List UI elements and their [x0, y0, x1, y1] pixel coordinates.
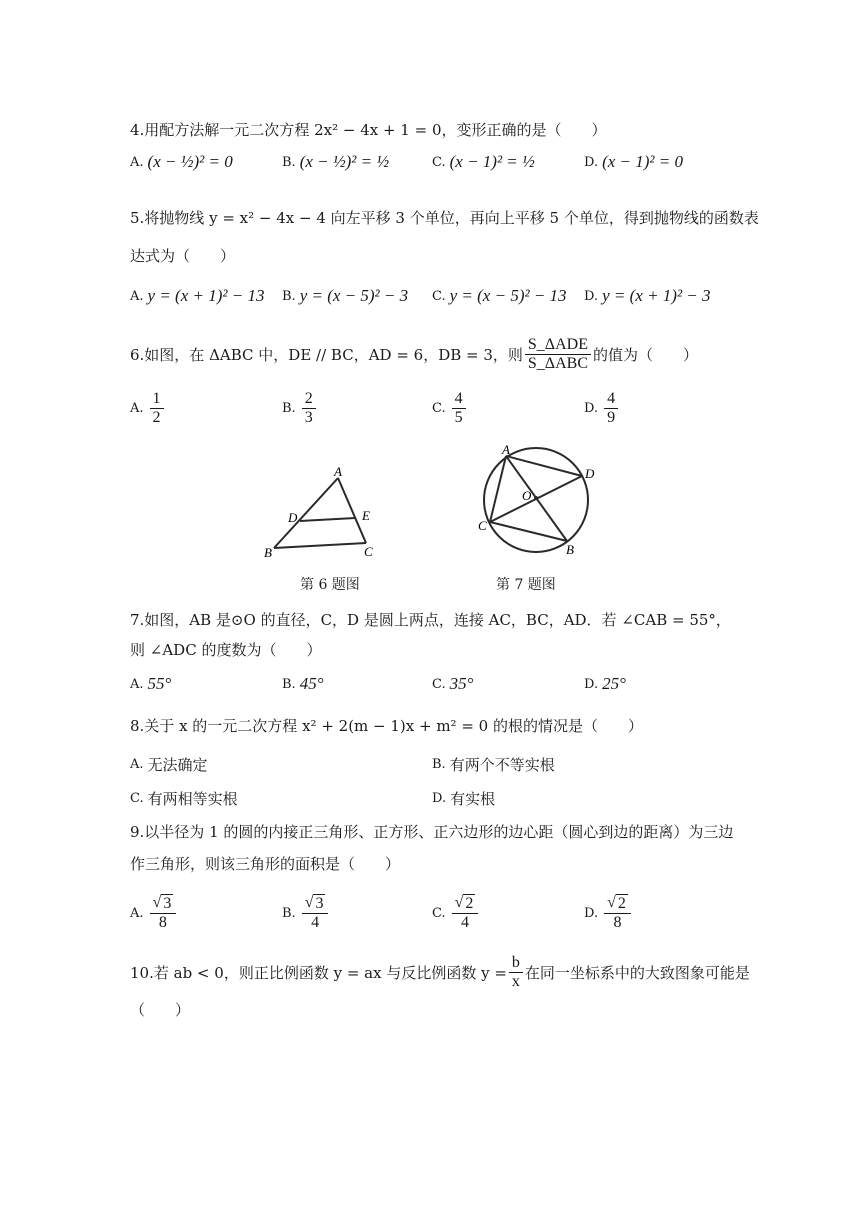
question-5-line-2: 达式为（ ） [130, 247, 236, 265]
fig7-label-a: A [502, 442, 510, 457]
q7-option-a[interactable]: A. 55° [130, 674, 172, 693]
q4-option-b[interactable]: B. (x − ½)² = ½ [282, 152, 390, 171]
q8-option-a[interactable]: A. 无法确定 [130, 756, 208, 774]
question-7-line-2: 则 ∠ADC 的度数为（ ） [130, 641, 322, 659]
figure-7-caption: 第 7 题图 [496, 577, 556, 593]
q9-option-a[interactable]: A. √ 3 8 [130, 894, 178, 932]
figure-7-circle [470, 440, 610, 560]
fig6-label-a: A [334, 464, 342, 479]
figure-6-triangle [262, 460, 392, 560]
question-10-line-2: （ ） [130, 1001, 191, 1019]
fig6-label-e: E [362, 508, 370, 523]
q9-option-b[interactable]: B. √ 3 4 [282, 894, 330, 932]
q6-option-b[interactable]: B. $\frac{2}{3}$ [282, 390, 318, 427]
q6-option-d[interactable]: D. $\frac{4}{9}$ [584, 390, 620, 427]
q8-option-c[interactable]: C. 有两相等实根 [130, 790, 238, 808]
question-9-line-2: 作三角形，则该三角形的面积是（ ） [130, 855, 401, 873]
question-9-line-1: 9.以半径为 1 的圆的内接正三角形、正方形、正六边形的边心距（圆心到边的距离）为三边 [130, 823, 734, 841]
q5-option-a[interactable]: A. y = (x + 1)² − 13 [130, 286, 265, 305]
q5-option-b[interactable]: B. y = (x − 5)² − 3 [282, 286, 409, 305]
question-7-line-1: 7.如图，AB 是⊙O 的直径，C，D 是圆上两点，连接 AC，BC，AD．若 ∠CAB = 55°， [130, 611, 731, 629]
q10-fraction: $\frac{b}{x}$ [509, 954, 523, 991]
q7-option-c[interactable]: C. 35° [432, 674, 474, 693]
question-8: 8.关于 x 的一元二次方程 x² + 2(m − 1)x + m² = 0 的根的情况是（ ） [130, 717, 643, 735]
q8-option-d[interactable]: D. 有实根 [432, 790, 496, 808]
fig6-label-c: C [364, 544, 373, 559]
fig6-label-b: B [264, 545, 272, 560]
q5-option-d[interactable]: D. y = (x + 1)² − 3 [584, 286, 711, 305]
fig7-label-c: C [478, 518, 487, 533]
q4-option-a[interactable]: A. (x − ½)² = 0 [130, 152, 233, 171]
q4-option-c[interactable]: C. (x − 1)² = ½ [432, 152, 535, 171]
q5-option-c[interactable]: C. y = (x − 5)² − 13 [432, 286, 567, 305]
figure-6-caption: 第 6 题图 [300, 577, 360, 593]
q6-option-a[interactable]: A. $\frac{1}{2}$ [130, 390, 166, 427]
q7-option-b[interactable]: B. 45° [282, 674, 324, 693]
q6-option-c[interactable]: C. $\frac{4}{5}$ [432, 390, 468, 427]
q6-area-ratio: $\frac{\text{S\_ΔADE}}{\text{S\_ΔABC}}$ [525, 336, 591, 373]
question-4 [130, 120, 607, 140]
q4-text: 4.用配方法解一元二次方程 2x² − 4x + 1 = 0，变形正确的是（ ） [130, 121, 607, 139]
question-10-line-1: 10.若 ab < 0，则正比例函数 y = ax 与反比例函数 y = $\frac{b}{x}$ 在同一坐标系中的大致图象可能是 [130, 954, 750, 990]
question-5-line-1: 5.将抛物线 y = x² − 4x − 4 向左平移 3 个单位，再向上平移 5 个单位，得到抛物线的函数表 [130, 209, 759, 227]
fig7-label-d: D [585, 466, 595, 481]
q9-option-c[interactable]: C. √ 2 4 [432, 894, 480, 932]
fig7-label-o: O [522, 488, 532, 503]
q9-option-d[interactable]: D. √ 2 8 [584, 894, 633, 932]
q8-option-b[interactable]: B. 有两个不等实根 [432, 756, 555, 774]
q4-option-d[interactable]: D. (x − 1)² = 0 [584, 152, 684, 171]
q7-option-d[interactable]: D. 25° [584, 674, 626, 693]
fig7-label-b: B [566, 542, 574, 557]
fig6-label-d: D [288, 510, 298, 525]
question-6: 6.如图，在 ΔABC 中，DE // BC，AD = 6，DB = 3，则 $\frac{\text{S\_ΔADE}}{\text{S\_ΔABC}}$ 的值为（ ） [130, 336, 699, 372]
